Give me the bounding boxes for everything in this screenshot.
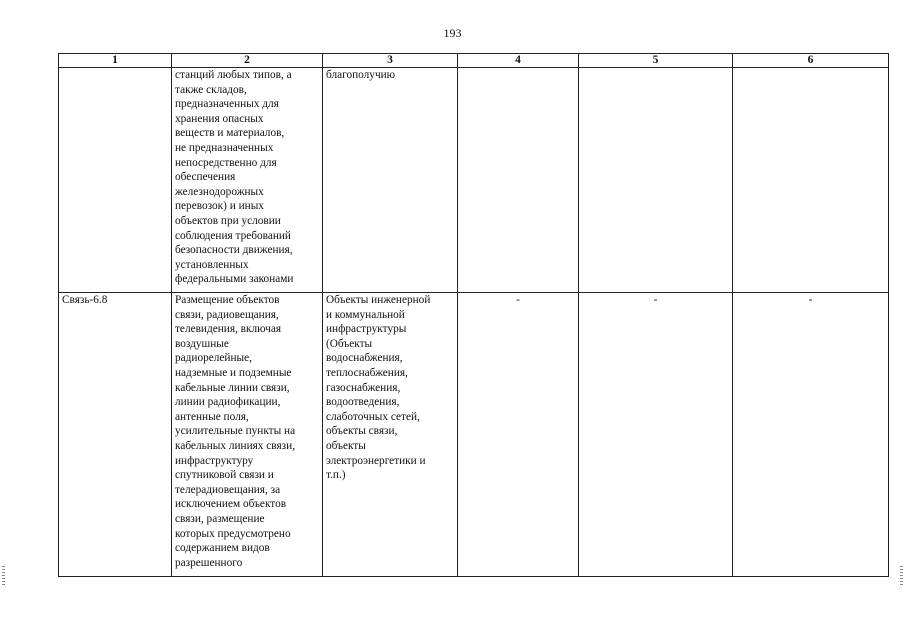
cell-col6 [733,68,889,293]
cell-description: Размещение объектов связи, радиовещания, телевидения, включая воздушные радиорелейные, надземные и подземные кабельные линии связи, линии радиофикации, антенные поля, усилительные пункты на кабельных линиях связи, инфраструктуру спутниковой связи и телерадиовещания, за исключением объектов связи, размещение которых предусмотрено содержанием видов разрешенного [172,293,323,577]
regulations-table [58,53,889,577]
cell-col6: - [733,293,889,577]
column-header-1: 1 [59,54,172,68]
cell-col5: - [579,293,733,577]
column-header-3: 3 [323,54,458,68]
right-edge-mark [900,566,903,586]
left-edge-mark [2,566,5,586]
column-header-6: 6 [733,54,889,68]
column-header-4: 4 [458,54,579,68]
cell-code: Связь-6.8 [59,293,172,577]
column-header-2: 2 [172,54,323,68]
cell-objects: Объекты инженерной и коммунальной инфраструктуры (Объекты водоснабжения, теплоснабжения, газоснабжения, водоотведения, слаботочных сетей, объекты связи, объекты электроэнергетики и т.п.) [323,293,458,577]
cell-description: станций любых типов, а также складов, предназначенных для хранения опасных веществ и материалов, не предназначенных непосредственно для обеспечения железнодорожных перевозок) и иных объектов при условии соблюдения требований безопасности движения, установленных федеральными законами [172,68,323,293]
cell-objects: благополучию [323,68,458,293]
cell-col4: - [458,293,579,577]
cell-code [59,68,172,293]
table-row [59,293,889,577]
page-number: 193 [443,26,462,40]
table-row [59,68,889,293]
table-header-row [59,54,889,68]
cell-col5 [579,68,733,293]
cell-col4 [458,68,579,293]
column-header-5: 5 [579,54,733,68]
